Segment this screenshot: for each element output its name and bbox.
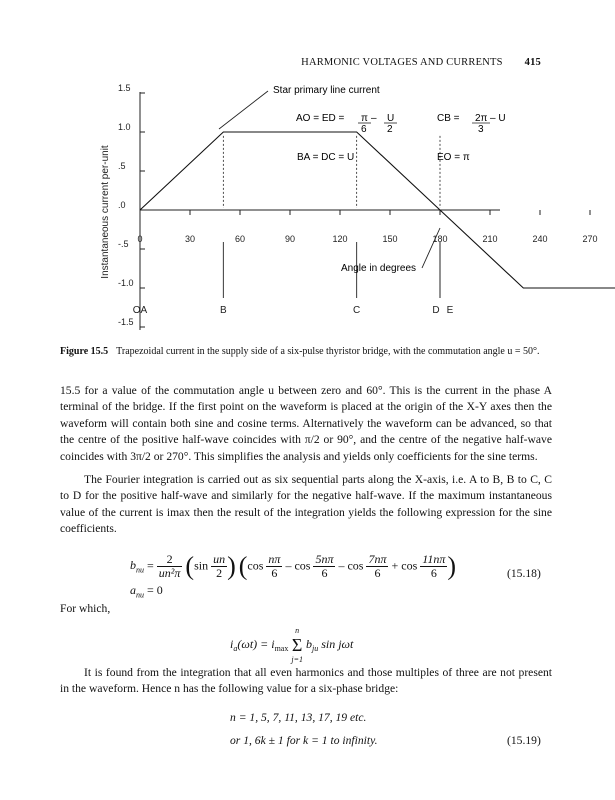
x-tick-label-4: 120 bbox=[332, 234, 348, 244]
summation-sign: n Σ j=1 bbox=[291, 626, 303, 664]
eq-term-4: $\frac{11n\pi}{6}$ bbox=[422, 552, 446, 580]
ba-dc: BA = DC = U bbox=[297, 152, 355, 163]
x-tick-label-6: 180 bbox=[432, 234, 448, 244]
ao-ed-num: π bbox=[361, 113, 368, 124]
point-labels bbox=[133, 305, 454, 316]
eq-term-3: $\frac{7n\pi}{6}$ bbox=[368, 552, 387, 580]
x-tick-label-5: 150 bbox=[382, 234, 398, 244]
paragraph-2: The Fourier integration is carried out as six sequential parts along the X-axis, i.e. A to B, B to C, C to D for the positive half-wave and similarly for the negative half-wave. If the maximum instantaneous value of the current is imax then the result of the integration yields the following expression for the sine coefficients. bbox=[60, 473, 552, 536]
x-tick-label-2: 60 bbox=[234, 234, 246, 244]
ao-ed-mid: – bbox=[371, 113, 377, 124]
eq-frac-2: $\frac{un}{2}$ bbox=[213, 552, 226, 580]
cb-lhs: CB = bbox=[437, 113, 460, 124]
y-tick-label-3: .0 bbox=[118, 200, 126, 210]
ao-ed-den2: 2 bbox=[387, 124, 393, 135]
caption-text: Trapezoidal current in the supply side of a six-pulse thyristor bridge, with the commutation angle u = 50°. bbox=[116, 346, 540, 357]
series-label-leader bbox=[219, 91, 268, 129]
page-number: 415 bbox=[524, 57, 541, 68]
x-tick-label-3: 90 bbox=[284, 234, 296, 244]
y-tick-label-0: 1.5 bbox=[118, 83, 131, 93]
eq-bnu: $b_{nu}$ bbox=[130, 558, 144, 575]
trapezoidal-current-figure bbox=[0, 0, 615, 340]
ao-ed-num2: U bbox=[387, 113, 395, 124]
equation-summation: $i_a(\omega t) = i_{max}$ n Σ j=1 $b_{ju}$ sin jωt bbox=[230, 626, 354, 664]
x-tick-label-8: 240 bbox=[532, 234, 548, 244]
y-tick-label-2: .5 bbox=[118, 161, 126, 171]
y-axis-label: Instantaneous current per-unit bbox=[100, 145, 111, 279]
ao-ed-lhs: AO = ED = bbox=[296, 113, 345, 124]
equation-number-15-19: (15.19) bbox=[507, 734, 541, 747]
figure-caption bbox=[60, 345, 550, 358]
cb-rest: – U bbox=[490, 113, 506, 124]
cb-num: 2π bbox=[475, 113, 488, 124]
equation-anu: $a_{nu} = 0$ bbox=[130, 583, 163, 600]
x-tick-label-1: 30 bbox=[184, 234, 196, 244]
eq-term-1: $\frac{n\pi}{6}$ bbox=[268, 552, 281, 580]
x-ticks bbox=[137, 210, 615, 244]
eq-term-2: $\frac{5n\pi}{6}$ bbox=[315, 552, 334, 580]
y-ticks bbox=[118, 83, 145, 327]
y-tick-label-1: 1.0 bbox=[118, 122, 131, 132]
for-which: For which, bbox=[60, 602, 111, 615]
point-label-C: C bbox=[353, 305, 361, 316]
x-tick-label-7: 210 bbox=[482, 234, 498, 244]
x-tick-label-0: 0 bbox=[137, 234, 143, 244]
point-label-B: B bbox=[219, 305, 227, 316]
running-head-title: HARMONIC VOLTAGES AND CURRENTS bbox=[301, 57, 503, 68]
angle-label-leader bbox=[422, 228, 440, 268]
y-tick-label-6: -1.5 bbox=[118, 317, 134, 327]
point-label-E: E bbox=[446, 305, 454, 316]
equation-15-18: $b_{nu}$ = $\frac{2}{\text{un²π}}$ (sin $\frac{un}{2}$ ) (cos $\frac{n\pi}{6}$ – cos $\frac{5n\pi}{6}$ – cos $\frac{7n\pi}{6}$ + cos $\frac{11n\pi}{6}$ ) bbox=[130, 551, 457, 581]
angle-label: Angle in degrees bbox=[341, 263, 417, 274]
paragraph-3: It is found from the integration that all even harmonics and those multiples of three are not present in the waveform. Hence n has the following value for a six-phase bridge: bbox=[60, 666, 552, 696]
paragraph-1: 15.5 for a value of the commutation angle u between zero and 60°. This is the current in the phase A terminal of the bridge. If the first point on the waveform is placed at the origin of the X-Y axes then the waveform will contain both sine and cosine terms. Alternatively the waveform can be advanced, so that the centre of the positive half-wave coincides with π/2 or 90°, and the centre of the negative half-wave coincides with 3π/2 or 270°. This simplifies the analysis and yields only coefficients for the sine terms. bbox=[60, 384, 552, 463]
eo: EO = π bbox=[437, 152, 470, 163]
n-values-line-2: or 1, 6k ± 1 for k = 1 to infinity. bbox=[230, 734, 378, 747]
y-tick-label-4: -.5 bbox=[118, 239, 129, 249]
caption-label: Figure 15.5 bbox=[60, 346, 109, 357]
eq-frac-1: $\frac{2}{\text{un²π}}$ bbox=[158, 552, 181, 580]
cb-den: 3 bbox=[478, 124, 484, 135]
equation-number-15-18: (15.18) bbox=[507, 567, 541, 580]
point-label-OA: OA bbox=[132, 305, 148, 316]
n-values-line-1: n = 1, 5, 7, 11, 13, 17, 19 etc. bbox=[230, 711, 367, 724]
point-label-D: D bbox=[432, 305, 440, 316]
ao-ed-den: 6 bbox=[361, 124, 367, 135]
y-tick-label-5: -1.0 bbox=[118, 278, 134, 288]
series-label: Star primary line current bbox=[273, 85, 380, 96]
x-tick-label-9: 270 bbox=[582, 234, 598, 244]
